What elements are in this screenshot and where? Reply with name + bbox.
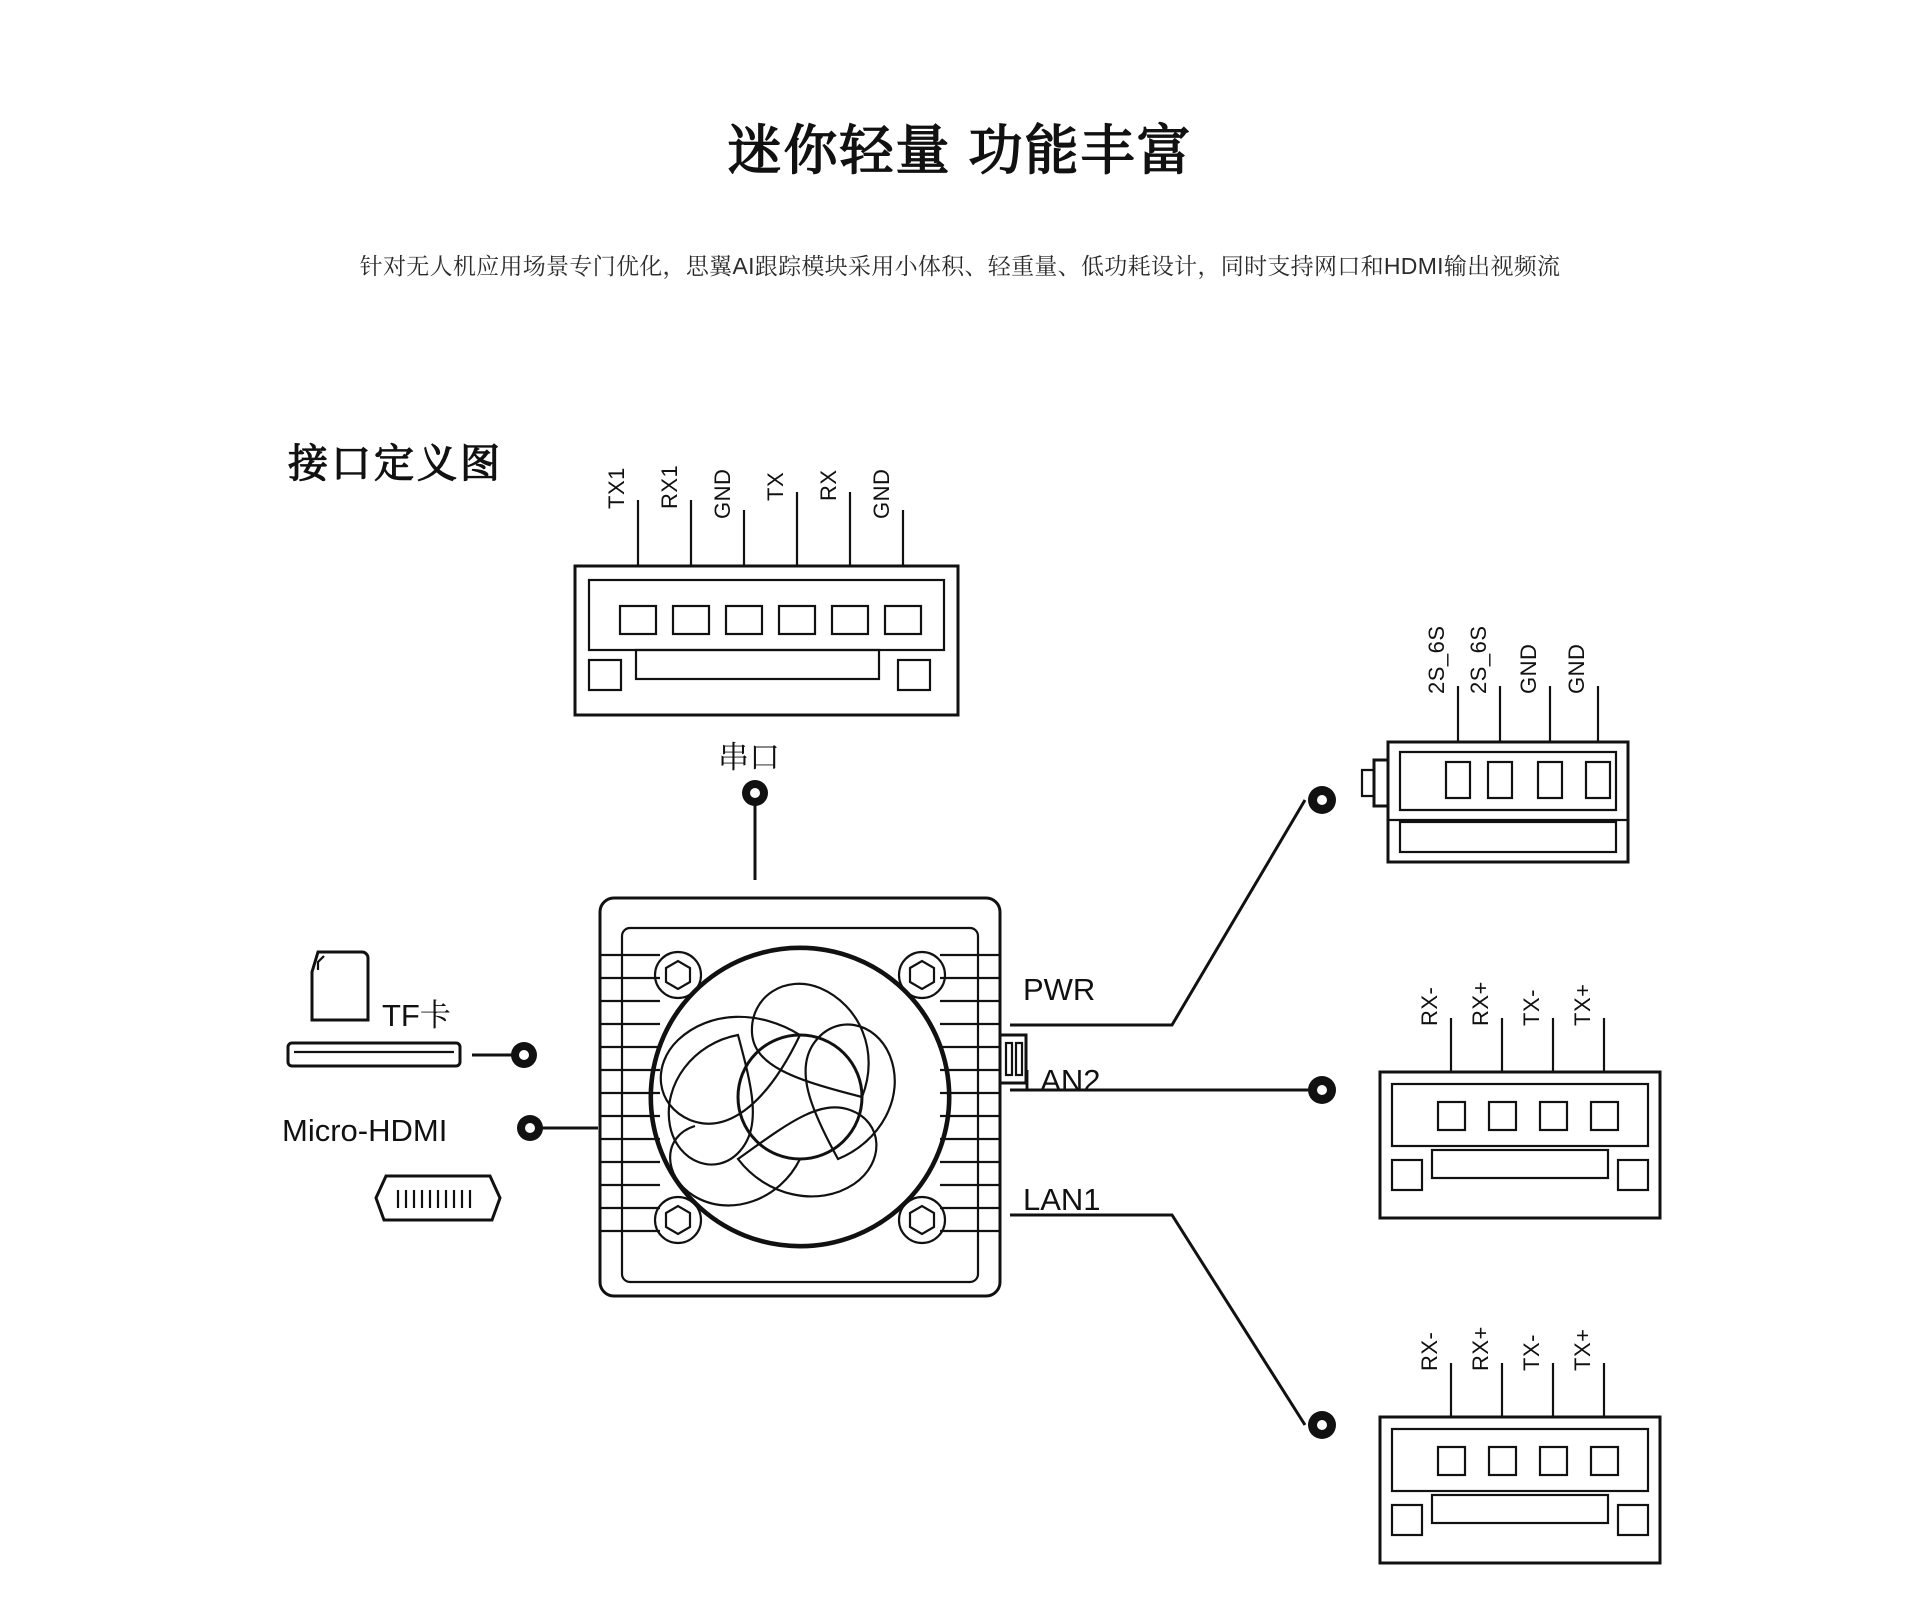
serial-pin-label-4: RX: [816, 469, 841, 501]
power-pin-label-2: GND: [1516, 643, 1541, 694]
lan1-label: LAN1: [1023, 1182, 1101, 1217]
serial-pin-label-1: RX1: [657, 464, 682, 509]
serial-connector-graphic: [575, 492, 958, 880]
serial-pin-label-5: GND: [869, 468, 894, 519]
lan1-pin-label-0: RX-: [1417, 1331, 1442, 1371]
lan1-pin-label-1: RX+: [1468, 1326, 1493, 1371]
lan2-leader: [1010, 1076, 1336, 1104]
serial-pin-label-3: TX: [763, 471, 788, 501]
lan2-pin-label-1: RX+: [1468, 981, 1493, 1026]
lan1-leader: [1010, 1215, 1336, 1439]
lan1-pin-label-3: TX+: [1570, 1328, 1595, 1371]
power-pin-label-1: 2S_6S: [1466, 625, 1491, 694]
lan2-pin-label-0: RX-: [1417, 986, 1442, 1026]
lan2-label: LAN2: [1023, 1063, 1101, 1098]
tf-card-graphic: [288, 952, 537, 1068]
lan2-pin-label-3: TX+: [1570, 983, 1595, 1026]
pwr-label: PWR: [1023, 972, 1096, 1007]
pwr-leader: [1010, 786, 1336, 1025]
page-title: 迷你轻量 功能丰富: [727, 121, 1193, 181]
lan1-connector-graphic: [1380, 1363, 1660, 1563]
section-label-interface-diagram: 接口定义图: [288, 442, 503, 486]
serial-port-label: 串口: [718, 740, 780, 775]
serial-pin-label-0: TX1: [604, 467, 629, 509]
micro-hdmi-label: Micro-HDMI: [282, 1113, 448, 1148]
serial-pin-label-2: GND: [710, 468, 735, 519]
lan1-pin-label-2: TX-: [1519, 1334, 1544, 1371]
tf-card-label: TF卡: [382, 998, 451, 1033]
lan2-connector-graphic: [1380, 1018, 1660, 1218]
ai-tracking-module-body: [600, 898, 1026, 1296]
power-connector-graphic: [1362, 686, 1628, 862]
power-pin-label-3: GND: [1564, 643, 1589, 694]
power-pin-label-0: 2S_6S: [1424, 625, 1449, 694]
lan2-pin-label-2: TX-: [1519, 989, 1544, 1026]
micro-hdmi-graphic: [376, 1115, 598, 1220]
page-subtitle: 针对无人机应用场景专门优化，思翼AI跟踪模块采用小体积、轻重量、低功耗设计，同时支持网口和HDMI输出视频流: [359, 253, 1561, 279]
